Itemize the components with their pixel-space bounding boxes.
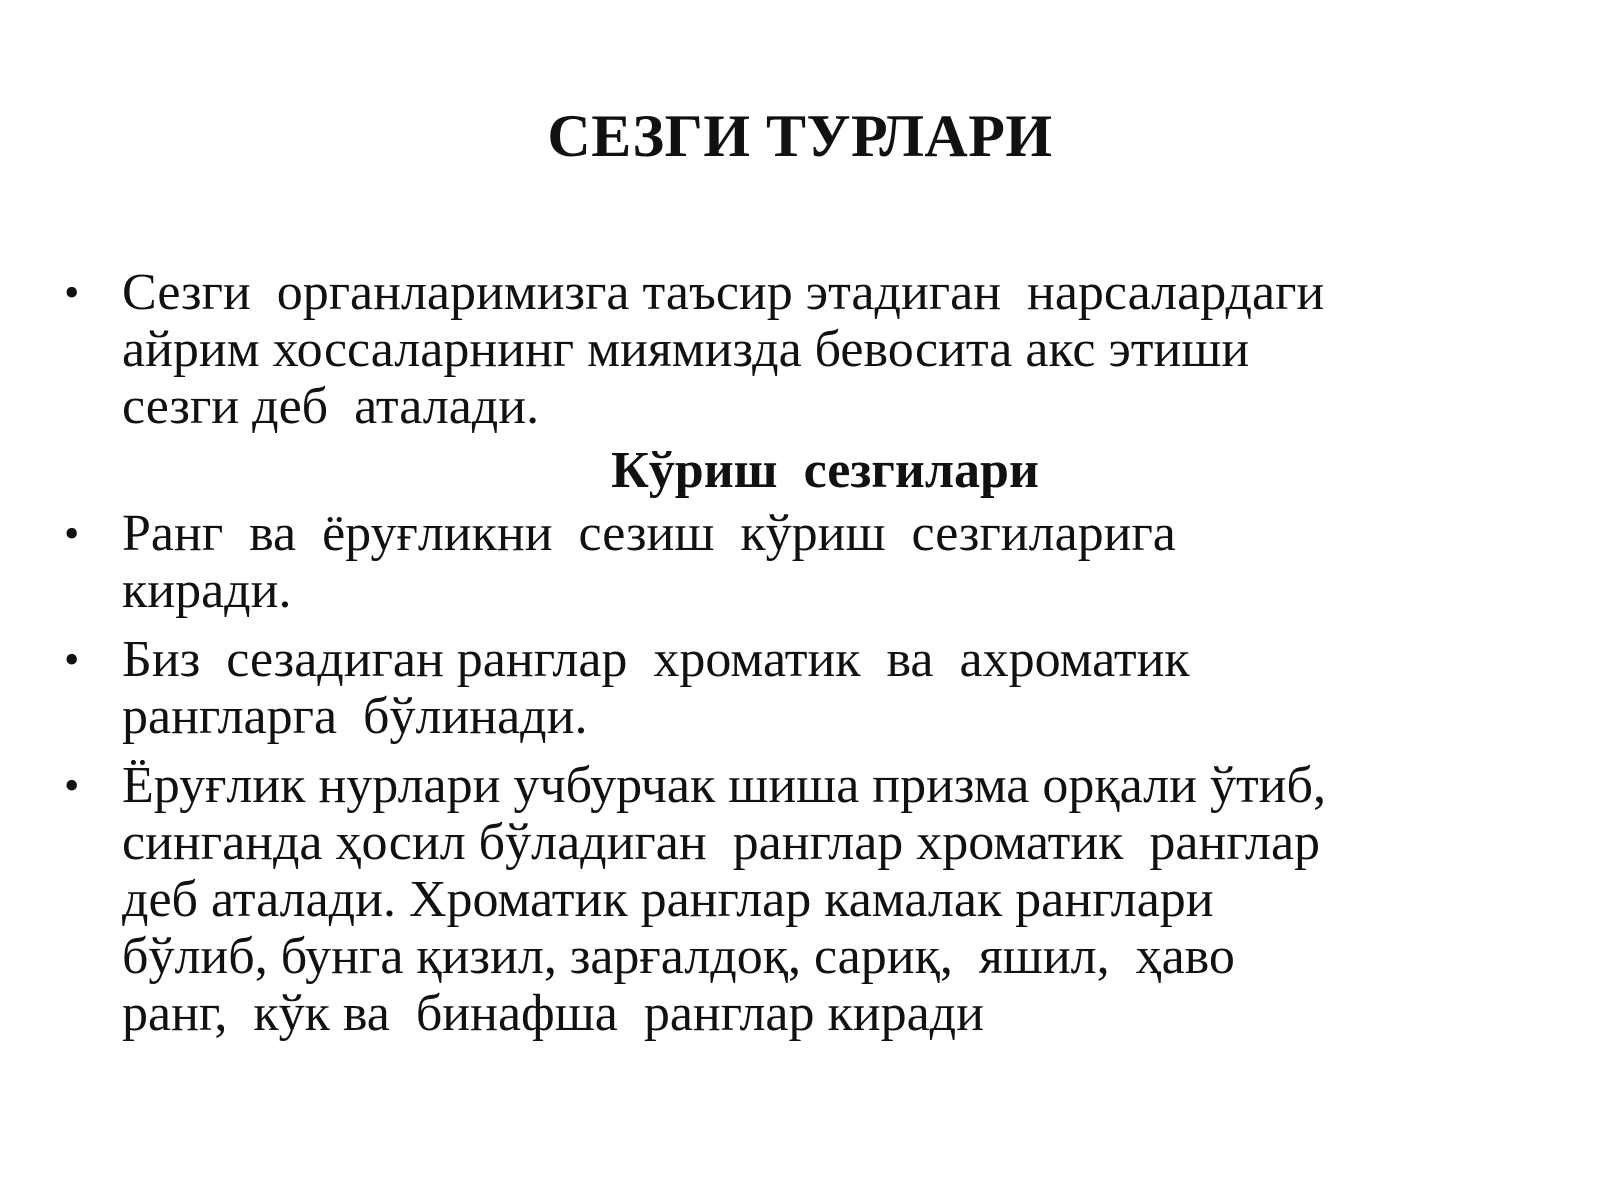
bullet-item-chromatic bbox=[60, 757, 1560, 1042]
bullet-line: рангларга бўлинади. bbox=[122, 688, 588, 745]
slide-content bbox=[60, 264, 1560, 1042]
bullet-icon: • bbox=[64, 635, 80, 684]
bullet-item-color-light bbox=[60, 505, 1560, 619]
bullet-line: бўлиб, бунга қизил, зарғалдоқ, сариқ, яшил, ҳаво bbox=[122, 928, 1235, 985]
bullet-item-definition bbox=[60, 264, 1560, 435]
bullet-icon: • bbox=[64, 761, 80, 810]
bullet-line: ранг, кўк ва бинафша ранглар киради bbox=[122, 985, 984, 1042]
bullet-line: киради. bbox=[122, 562, 292, 619]
bullet-icon: • bbox=[64, 268, 80, 317]
bullet-line: Сезги органларимизга таъсир этадиган нарсалардаги bbox=[122, 264, 1325, 321]
bullet-line: деб аталади. Хроматик ранглар камалак ранглари bbox=[122, 871, 1214, 928]
bullet-item-color-types bbox=[60, 631, 1560, 745]
bullet-line: сезги деб аталади. bbox=[122, 378, 540, 435]
bullet-line: синганда ҳосил бўладиган ранглар хроматик ранглар bbox=[122, 814, 1321, 871]
bullet-line: Ёруғлик нурлари учбурчак шиша призма орқали ўтиб, bbox=[122, 757, 1326, 814]
bullet-line: Биз сезадиган ранглар хроматик ва ахроматик bbox=[122, 631, 1190, 688]
section-subheading: Кўриш сезгилари bbox=[611, 442, 1039, 499]
bullet-line: айрим хоссаларнинг миямизда бевосита акс этиши bbox=[122, 321, 1250, 378]
bullet-icon: • bbox=[64, 509, 80, 558]
bullet-line: Ранг ва ёруғликни сезиш кўриш сезгиларига bbox=[122, 505, 1176, 562]
slide-title: СЕЗГИ ТУРЛАРИ bbox=[547, 103, 1053, 169]
